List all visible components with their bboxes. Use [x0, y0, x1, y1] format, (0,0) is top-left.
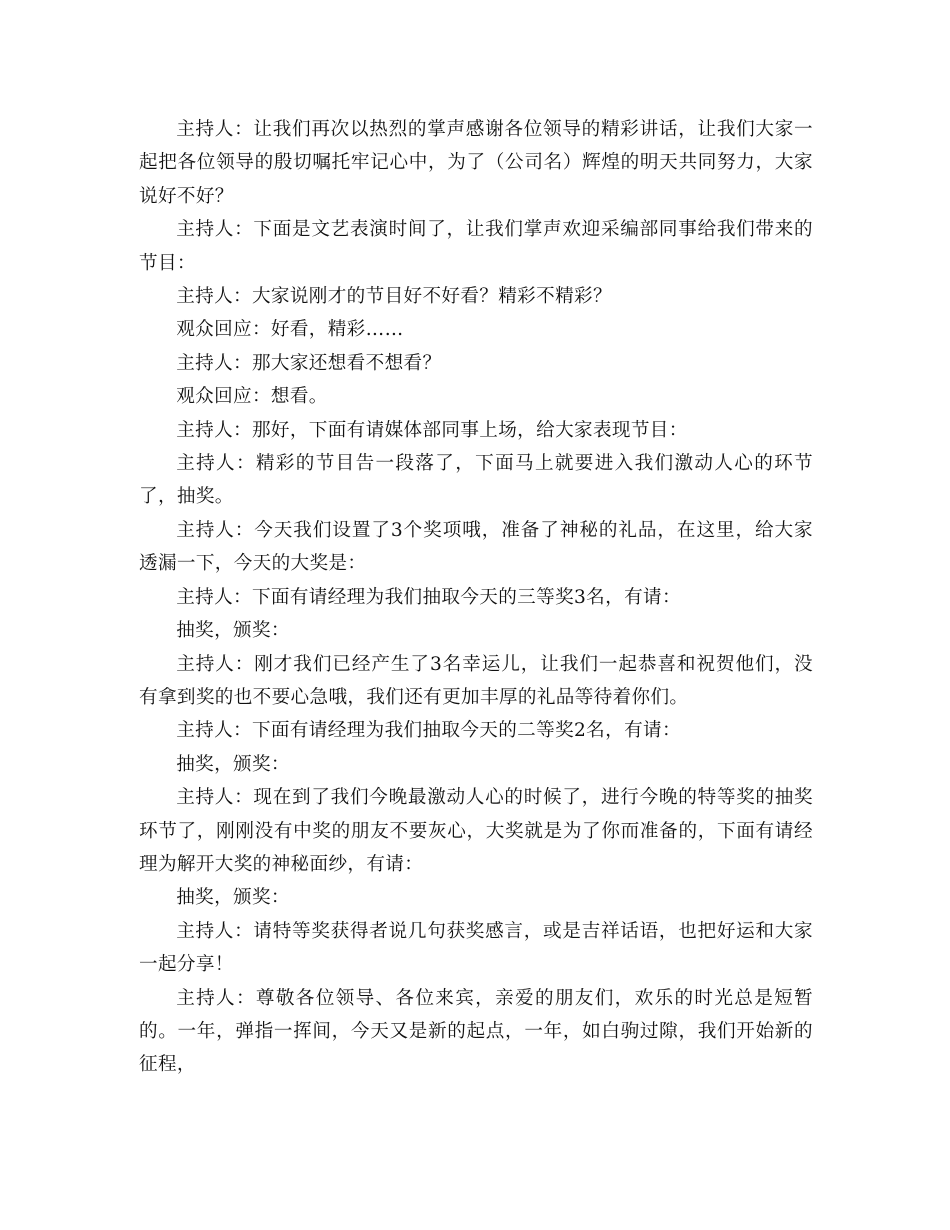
paragraph: 主持人：下面有请经理为我们抽取今天的三等奖3名，有请：	[176, 586, 681, 608]
document-body	[139, 113, 813, 1082]
paragraph: 主持人：大家说刚才的节目好不好看？精彩不精彩？	[176, 286, 612, 308]
paragraph: 主持人：下面有请经理为我们抽取今天的二等奖2名，有请：	[176, 720, 681, 742]
paragraph: 主持人：今天我们设置了3个奖项哦，准备了神秘的礼品，在这里，给大家透漏一下，今天的大奖是：	[139, 519, 813, 575]
paragraph: 主持人：让我们再次以热烈的掌声感谢各位领导的精彩讲话，让我们大家一起把各位领导的殷切嘱托牢记心中，为了（公司名）辉煌的明天共同努力，大家说好不好？	[139, 119, 813, 207]
paragraph: 观众回应：好看，精彩……	[176, 319, 404, 341]
paragraph: 观众回应：想看。	[176, 386, 328, 408]
paragraph: 主持人：下面是文艺表演时间了，让我们掌声欢迎采编部同事给我们带来的节目：	[139, 219, 813, 274]
paragraph: 主持人：请特等奖获得者说几句获奖感言，或是吉祥话语，也把好运和大家一起分享！	[139, 920, 813, 976]
paragraph: 抽奖，颁奖：	[176, 887, 290, 909]
paragraph: 主持人：尊敬各位领导、各位来宾，亲爱的朋友们，欢乐的时光总是短暂的。一年，弹指一挥间，今天又是新的起点，一年，如白驹过隙，我们开始新的征程，	[139, 987, 813, 1076]
paragraph: 主持人：刚才我们已经产生了3名幸运儿，让我们一起恭喜和祝贺他们，没有拿到奖的也不要心急哦，我们还有更加丰厚的礼品等待着你们。	[139, 653, 813, 708]
paragraph: 主持人：现在到了我们今晚最激动人心的时候了，进行今晚的特等奖的抽奖环节了，刚刚没有中奖的朋友不要灰心，大奖就是为了你而准备的，下面有请经理为解开大奖的神秘面纱，有请：	[139, 787, 813, 875]
paragraph: 主持人：那大家还想看不想看？	[176, 352, 442, 374]
paragraph: 主持人：精彩的节目告一段落了，下面马上就要进入我们激动人心的环节了，抽奖。	[139, 453, 813, 508]
paragraph: 抽奖，颁奖：	[176, 620, 290, 642]
paragraph: 抽奖，颁奖：	[176, 753, 290, 775]
paragraph: 主持人：那好，下面有请媒体部同事上场，给大家表现节目：	[176, 419, 688, 441]
